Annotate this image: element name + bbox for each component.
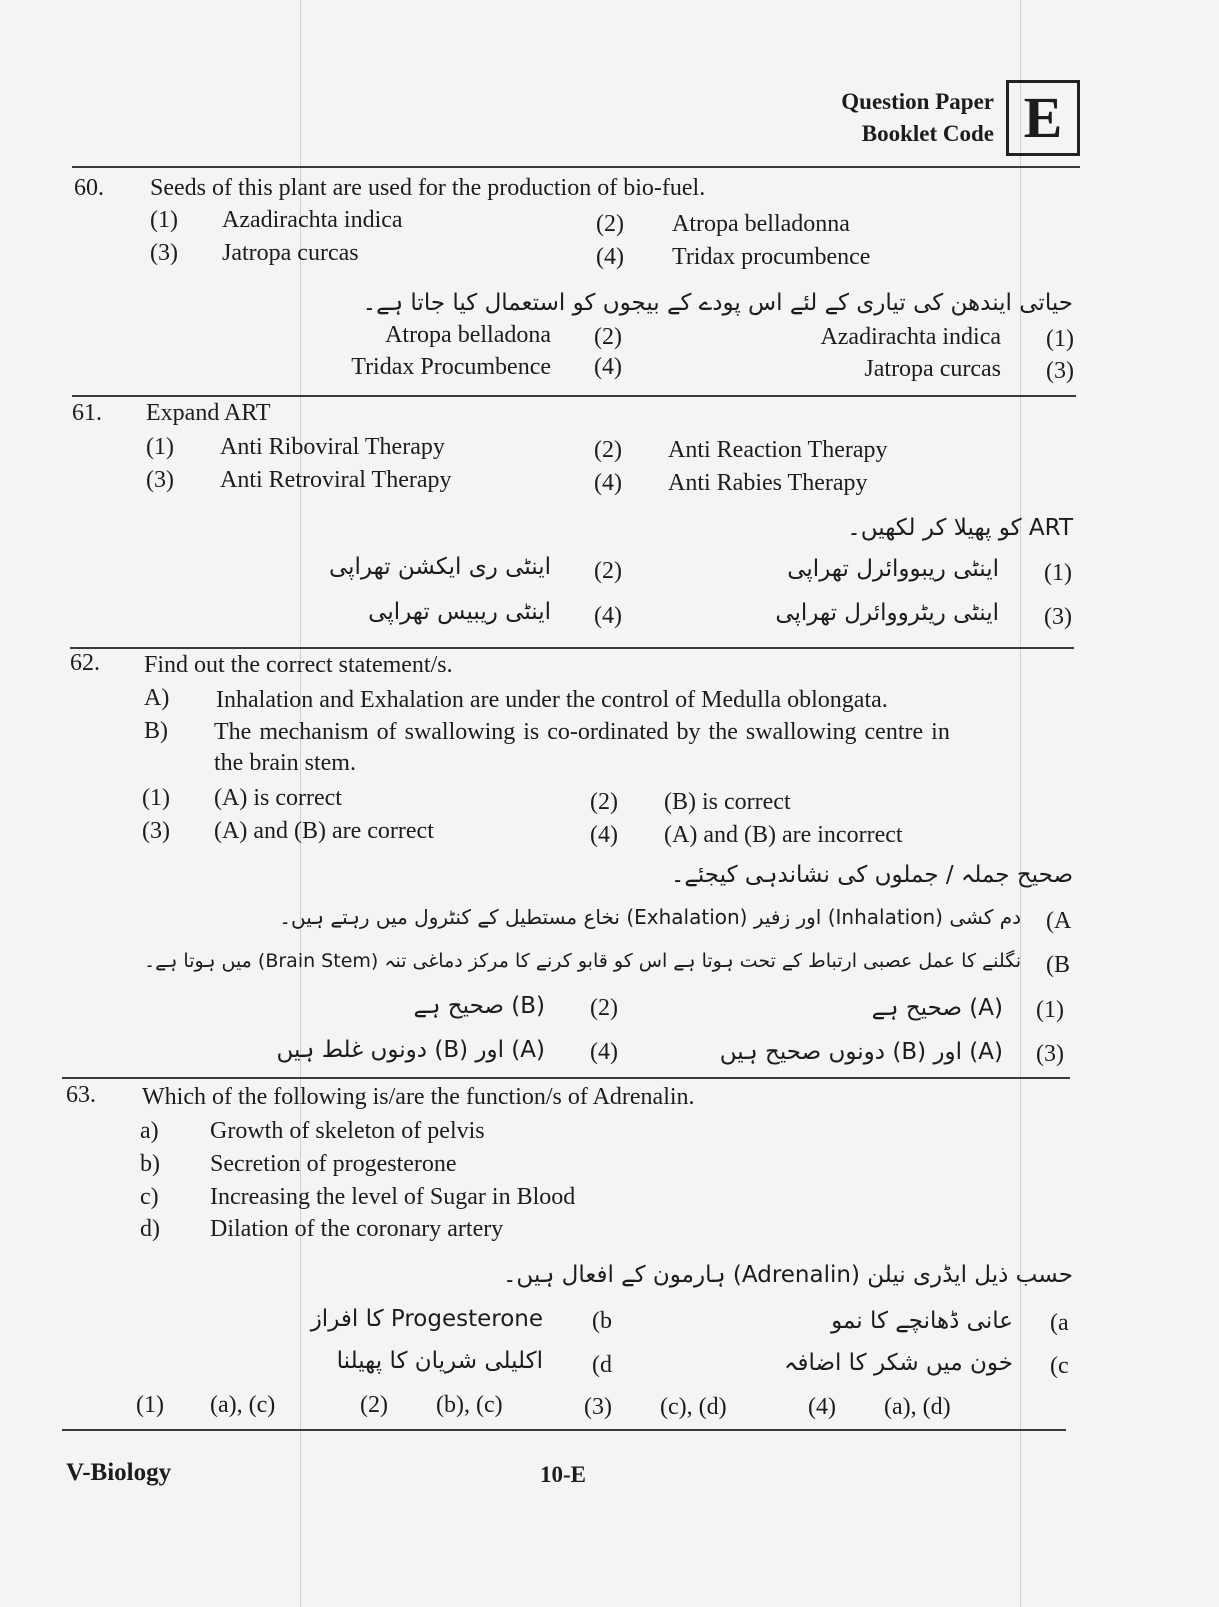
statement-text: Increasing the level of Sugar in Blood [210,1184,576,1210]
option-text: (A) اور (B) دونوں غلط ہیں [276,1037,545,1063]
option-number: (3) [1036,1041,1064,1067]
statement-text: دم کشی (Inhalation) اور زفیر (Exhalation) نخاع مستطیل کے کنٹرول میں رہتے ہیں۔ [279,905,1021,929]
option-number: (1) [1036,997,1064,1023]
option-number: (3) [146,467,174,493]
option-text: (b), (c) [436,1392,503,1418]
option-text: اینٹی ریبووائرل تھراپی [787,556,999,582]
option-text: (B) صحیح ہے [413,993,545,1019]
statement-text: اکلیلی شریان کا پھیلنا [336,1348,543,1374]
option-number: (1) [1044,560,1072,586]
statement-label: (a [1050,1310,1069,1336]
urdu-question-text: صحیح جملہ / جملوں کی نشاندہی کیجئے۔ [670,862,1073,888]
statement-label: a) [140,1118,159,1144]
divider [72,395,1076,397]
option-number: (2) [590,789,618,815]
statement-label: A) [144,685,170,711]
statement-text: Secretion of progesterone [210,1151,457,1177]
option-text: اینٹی ریٹرووائرل تھراپی [775,600,999,626]
statement-text: خون میں شکر کا اضافہ [783,1350,1013,1376]
option-text: Jatropa curcas [222,240,359,266]
option-number: (3) [142,818,170,844]
option-text: (A) اور (B) دونوں صحیح ہیں [719,1039,1003,1065]
question-text: Expand ART [146,400,271,426]
option-text: Atropa belladonna [672,211,850,237]
question-number: 62. [70,650,100,676]
option-number: (1) [142,785,170,811]
urdu-question-text: حسب ذیل ایڈری نیلن (Adrenalin) ہارمون کے افعال ہیں۔ [502,1262,1073,1288]
option-text: Anti Reaction Therapy [668,437,888,463]
statement-label: (B [1046,952,1070,978]
statement-text: the brain stem. [214,750,356,776]
statement-label: (A [1046,908,1072,934]
option-number: (3) [584,1394,612,1420]
option-text: Azadirachta indica [820,324,1001,350]
option-number: (4) [594,603,622,629]
statement-label: d) [140,1216,160,1242]
divider [62,1077,1070,1079]
option-number: (3) [1046,358,1074,384]
statement-text: نگلنے کا عمل عصبی ارتباط کے تحت ہوتا ہے اس کو قابو کرنے کا مرکز دماغی تنہ (Brain Stem) میں ہوتا ہے۔ [143,950,1021,972]
option-number: (4) [808,1394,836,1420]
booklet-code-label [841,86,994,150]
question-text: Find out the correct statement/s. [144,652,453,678]
option-text: اینٹی ری ایکشن تھراپی [328,554,551,580]
option-number: (3) [150,240,178,266]
divider [62,1429,1066,1431]
option-text: (A) صحیح ہے [871,995,1003,1021]
option-text: (A) is correct [214,785,342,811]
statement-text: Growth of skeleton of pelvis [210,1118,485,1144]
label-line-1: Question Paper [841,89,994,114]
option-number: (1) [1046,326,1074,352]
option-number: (4) [594,470,622,496]
statement-label: b) [140,1151,160,1177]
question-number: 63. [66,1082,96,1108]
option-number: (3) [1044,604,1072,630]
option-number: (4) [594,354,622,380]
statement-label: (c [1050,1353,1069,1379]
page-number: 10-E [540,1462,586,1487]
option-number: (2) [594,437,622,463]
option-number: (2) [590,995,618,1021]
question-text: Which of the following is/are the function/s of Adrenalin. [142,1084,695,1110]
urdu-question-text: ART کو پھیلا کر لکھیں۔ [847,515,1073,541]
option-text: Tridax Procumbence [351,354,551,380]
option-text: Jatropa curcas [864,356,1001,382]
option-number: (1) [150,207,178,233]
option-text: Atropa belladona [385,322,551,348]
statement-text: Dilation of the coronary artery [210,1216,504,1242]
statement-text: Inhalation and Exhalation are under the control of Medulla oblongata. [216,687,888,713]
option-text: (a), (d) [884,1394,951,1420]
booklet-code-box: E [1006,80,1080,156]
option-number: (2) [594,324,622,350]
statement-text: The mechanism of swallowing is co-ordinated by the swallowing centre in [214,719,950,745]
question-text: Seeds of this plant are used for the production of bio-fuel. [150,175,706,201]
page-crease [1020,0,1021,1607]
option-number: (4) [590,1039,618,1065]
option-text: (B) is correct [664,789,791,815]
statement-label: (d [592,1352,612,1378]
option-number: (4) [596,244,624,270]
option-text: Tridax procumbence [672,244,871,270]
statement-text: Progesterone کا افراز [310,1306,543,1332]
statement-label: c) [140,1184,159,1210]
option-text: (c), (d) [660,1394,727,1420]
option-number: (2) [360,1392,388,1418]
option-text: (a), (c) [210,1392,276,1418]
statement-label: B) [144,718,168,744]
question-number: 61. [72,400,102,426]
option-text: (A) and (B) are incorrect [664,822,903,848]
question-number: 60. [74,175,104,201]
divider [70,647,1074,649]
option-text: (A) and (B) are correct [214,818,434,844]
option-text: اینٹی ریبیس تھراپی [368,599,551,625]
option-text: Anti Retroviral Therapy [220,467,452,493]
option-number: (2) [596,211,624,237]
option-number: (1) [146,434,174,460]
subject-label: V-Biology [66,1459,172,1486]
option-text: Anti Riboviral Therapy [220,434,445,460]
statement-text: عانی ڈھانچے کا نمو [831,1308,1013,1334]
urdu-question-text: حیاتی ایندھن کی تیاری کے لئے اس پودے کے بیجوں کو استعمال کیا جاتا ہے۔ [362,290,1073,316]
option-number: (4) [590,822,618,848]
label-line-2: Booklet Code [861,121,994,146]
option-text: Azadirachta indica [222,207,403,233]
option-number: (2) [594,558,622,584]
option-text: Anti Rabies Therapy [668,470,868,496]
statement-label: (b [592,1308,612,1334]
option-number: (1) [136,1392,164,1418]
divider [72,166,1080,168]
